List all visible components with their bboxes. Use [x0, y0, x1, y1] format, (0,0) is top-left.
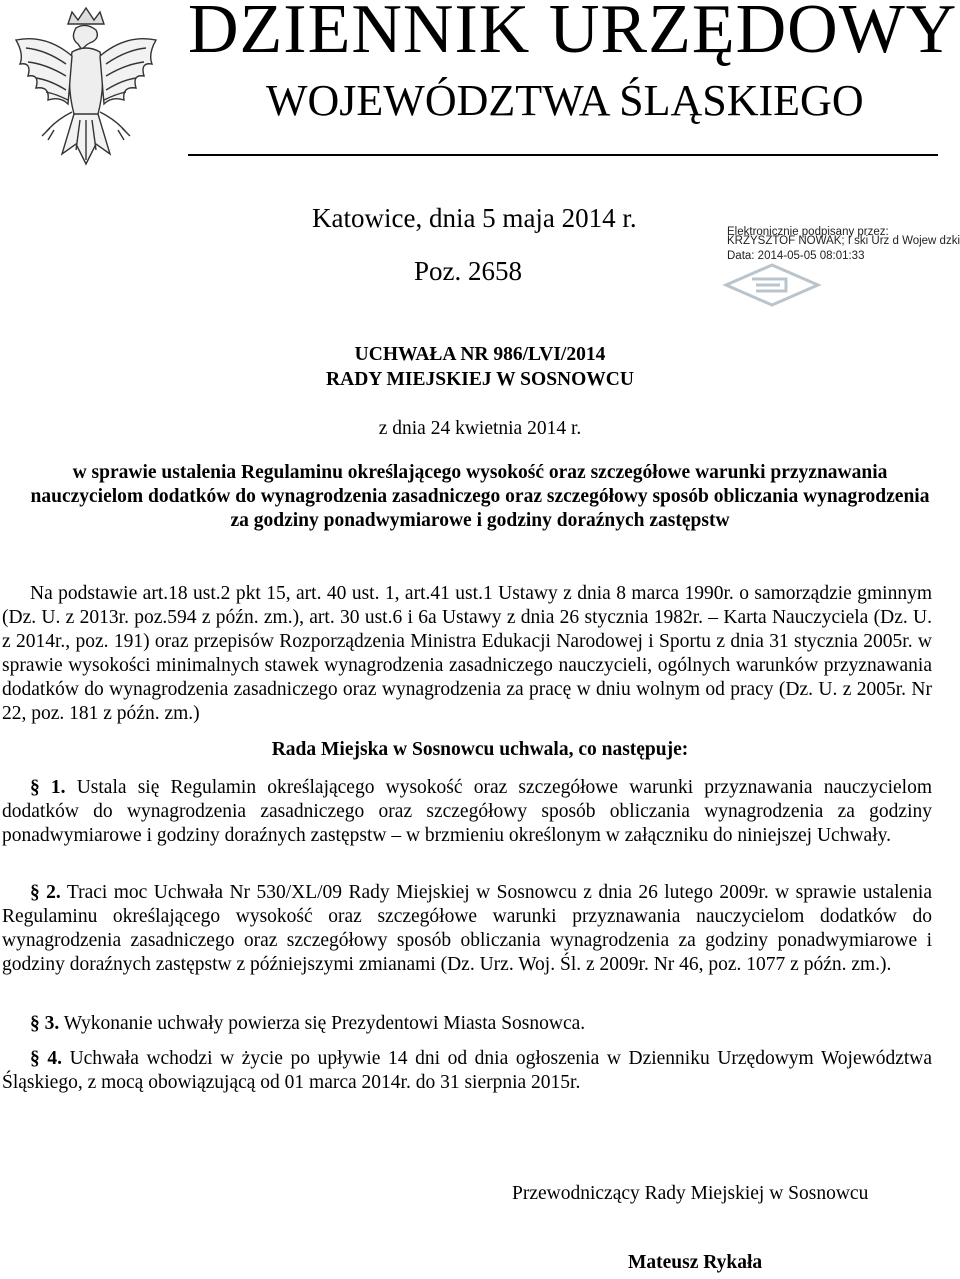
section-2: [2, 881, 932, 977]
section-text: Traci moc Uchwała Nr 530/XL/09 Rady Miejskiej w Sosnowcu z dnia 26 lutego 2009r. w sprawie ustalenia Regulaminu określającego wysokość oraz szczegółowe warunki przyznawania nauczycielom dodatków do wynagrodzenia zasadniczego oraz szczegółowy sposób obliczania wynagrodzenia za godziny ponadwymiarowe i godziny doraźnych zastępstw z późniejszymi zmianami (Dz. Urz. Woj. Śl. z 2009r. Nr 46, poz. 1077 z późn. zm.).: [2, 882, 933, 975]
legal-basis-paragraph: Na podstawie art.18 ust.2 pkt 15, art. 40 ust. 1, art.41 ust.1 Ustawy z dnia 8 marca 1990r. o samorządzie gminnym (Dz. U. z 2013r. poz.594 z późn. zm.), art. 30 ust.6 i 6a Ustawy z dnia 26 stycznia 1982r. – Karta Nauczyciela (Dz. U. z 2014r., poz. 191) oraz przepisów Rozporządzenia Ministra Edukacji Narodowej i Sportu z dnia 31 stycznia 2005r. w sprawie wysokości minimalnych stawek wynagrodzenia zasadniczego nauczycieli, ogólnych warunków przyznawania dodatków do wynagrodzenia zasadniczego oraz wynagrodzenia za pracę w dniu wolnym od pracy (Dz. U. z 2005r. Nr 22, poz. 181 z późn. zm.): [2, 583, 932, 724]
signature-line-3: Data: 2014-05-05 08:01:33: [727, 250, 865, 262]
section-text: Wykonanie uchwały powierza się Prezydentowi Miasta Sosnowca.: [63, 1013, 586, 1034]
e-signature-stamp: [722, 215, 960, 307]
signature-line-2: KRZYSZTOF NOWAK; I ski Urz d Wojew dzki: [727, 235, 960, 247]
e-signature-logo-icon: [722, 261, 822, 307]
section-text: Ustala się Regulamin określającego wysokość oraz szczegółowe warunki przyznawania nauczycielom dodatków do wynagrodzenia zasadniczego oraz szczegółowy sposób obliczania wynagrodzenia za godziny ponadwymiarowe i godziny doraźnych zastępstw – w brzmieniu określonym w załączniku do niniejszej Uchwały.: [2, 777, 932, 846]
section-3: [2, 1012, 932, 1036]
signature-line-1: Elektronicznie podpisany przez:: [727, 226, 889, 238]
position-number: Poz. 2658: [414, 256, 522, 286]
signer-role: Przewodniczący Rady Miejskiej w Sosnowcu: [512, 1183, 869, 1204]
act-title-line-1: UCHWAŁA NR 986/LVI/2014: [354, 344, 606, 365]
section-4: [2, 1047, 932, 1095]
section-number: § 2.: [30, 882, 61, 903]
journal-title: DZIENNIK URZĘDOWY: [188, 0, 958, 68]
journal-subtitle: WOJEWÓDZTWA ŚLĄSKIEGO: [266, 76, 864, 125]
section-number: § 3.: [30, 1013, 60, 1034]
place-date: Katowice, dnia 5 maja 2014 r.: [312, 203, 637, 233]
act-subject: w sprawie ustalenia Regulaminu określającego wysokość oraz szczegółowe warunki przyznawania nauczycielom dodatków do wynagrodzenia zasadniczego oraz szczegółowy sposób obliczania wynagrodzenia za godziny ponadwymiarowe i godziny doraźnych zastępstw: [30, 462, 930, 531]
act-title-line-2: RADY MIEJSKIEJ W SOSNOWCU: [326, 369, 634, 390]
section-text: Uchwała wchodzi w życie po upływie 14 dni od dnia ogłoszenia w Dzienniku Urzędowym Województwa Śląskiego, z mocą obowiązującą od 01 marca 2014r. do 31 sierpnia 2015r.: [2, 1048, 932, 1093]
section-number: § 4.: [30, 1048, 62, 1069]
signer-name: Mateusz Rykała: [628, 1252, 763, 1273]
act-date: z dnia 24 kwietnia 2014 r.: [378, 418, 582, 439]
title-divider: [188, 154, 938, 156]
act-title: [0, 342, 960, 392]
resolution-statement: Rada Miejska w Sosnowcu uchwala, co następuje:: [271, 739, 689, 760]
section-number: § 1.: [30, 777, 66, 798]
section-1: [2, 776, 932, 848]
white-eagle-emblem-icon: [6, 4, 166, 174]
